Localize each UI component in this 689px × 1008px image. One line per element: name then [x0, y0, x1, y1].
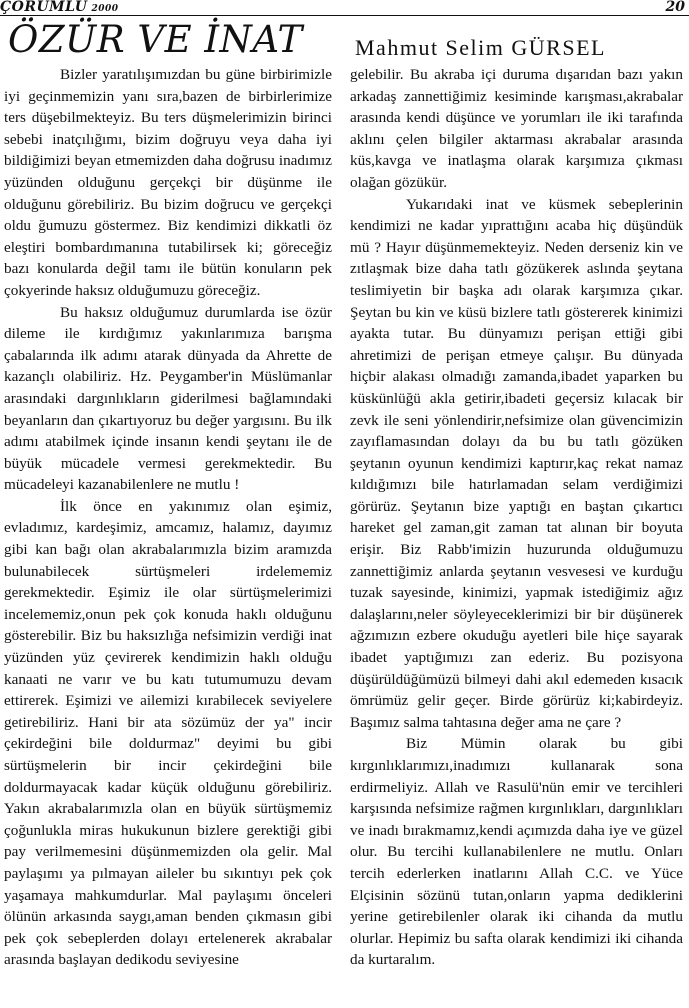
paragraph: İlk önce en yakınımız olan eşimiz, evladımız, kardeşimiz, amcamız, halamız, dayımız gibi kan bağı olan akrabalarımızla bizim aramızda bulunabilecek sürtüşmeleri irdelememiz gerekmektedir. Eşimiz ile olar sürtüşmelerimizi incelememiz,onun pek çok konuda haklı olduğunu gösterebilir. Biz bu haksızlığa nefsimizin verdiği inat yüzünden yüz çevirerek kendimizin haklı olduğu kanaati ne varır ve bu katı tutumumuzu devam ettirerek. Eşimizi ve ailemizi kırabilecek seviyelere getirebiliriz. Hani bir ata sözümüz der ya" incir çekirdeğini bile doldurmaz" deyimi bu gibi sürtüşmelerin bir incir çekirdeğini bile doldurmayacak kadar küçük olduğunu görebiliriz. Yakın akrabalarımızla olan en büyük sürtüşmemiz çoğunlukla miras hukukunun bizlere gerektiği gibi pay verilmemesini düşünmemizden ola gelir. Mal paylaşımı ya pılmayan aileler bu sıkıntıyı pek çok yaşamaya mahkumdurlar. Mal paylaşımı önceleri ölünün arkasında saygı,aman benden çıkmasın gibi pek çok sebeplerden dolayı ertelenerek akrabalar arasında başlayan dedikodu seviyesine	[4, 497, 332, 969]
masthead-title: ÇORUMLU	[0, 0, 88, 15]
left-column	[4, 64, 332, 971]
paragraph: Bu haksız olduğumuz durumlarda ise özür dileme ile kırdığımız yakınlarımıza barışma çabalarında ilk adımı atarak dünyada da Ahrette de kazançlı olabiliriz. Hz. Peygamber'in Müslümanlar arasındaki dargınlıkların giderilmesi bağlamındaki beyanların dan çıkartıyoruz bu değer yargısını. Bu ilk adımı atabilmek içinde insanın kendi şeytanı ile de büyük mücadele vermesi gerekmektedir. Bu mücadeleyi kazanabilenlere ne mutlu !	[4, 303, 332, 494]
masthead	[0, 0, 119, 15]
paragraph: Bizler yaratılışımızdan bu güne birbirimizle iyi geçinmemizin yanı sıra,bazen de birbirlerimize ters düşebilmekteyiz. Bu ters düşmelerimizin birinci sebebi inatçılığımı, bizim doğruyu veya daha iyi bildiğimizi beyan etmemizden daha doğrusu inadımız yüzünden olduğunu gerçekçi bir düşünme ile olduğunu görebiliriz. Bu bizim doğrucu ve gerçekçi oldu ğumuzu göstermez. Biz kendimizi dikkatli öz eleştiri bombardımanına tutabilirsek ki; göreceğiz bazı konularda değil tamı ile bütün konuların pek çokyerinde haksız olduğumuzu göreceğiz.	[4, 66, 332, 299]
paragraph: Yukarıdaki inat ve küsmek sebeplerinin kendimizi ne kadar yıprattığını acaba hiç düşündük mü ? Hayır düşünmemekteyiz. Neden derseniz kin ve zıtlaşmak bize daha tatlı gözükerek aslında şeytana teslimiyetin bir başka adı olarak karşımıza çıkar. Şeytan bu kin ve küsü bizlere tatlı göstererek kinimizi ayakta tutar. Bu dünyamızı perişan ettiği gibi ahretimizi de perişan etmeye çalışır. Bu dünyada hiçbir alakası olmadığı zamanda,ibadet yaparken bu küskünlüğü akla getirir,ibadeti geçersiz kılacak bir zevk ile seni yönlendirir,nefsimize olan güvencimizin zayıflamasından dolayı da bu bu tatlı gözüken şeytanın oyunun kendimizi kaptırır,kaç rekat namaz kıldığımızı bile hatırlamadan selam verdiğimizi görürüz. Şeytanın bize yaptığı en baştan çıkartıcı hareket gel zaman,git zaman tat alınan bir boyuta erişir. Biz Rabb'imizin huzurunda olduğumuzu zannettiğimiz anlarda şeytanın vesvesesi ve kurduğu tuzak sayesinde, kinimizi, yapmak istediğimiz ağız dalaşlarını,neler söyleyeceklerimizi bir bir düşünerek ağzımızın ezbere okuduğu ayetleri bile hiçe sayarak ibadet yaptığımızı zan ederiz. Bu pozisyona düşürüldüğümüzü bilmeyi dahi akıl edemeden kısacık ömrümüz gelir geçer. Birde görürüz ki;kabirdeyiz. Başımız salma tahtasına değer ama ne çare ?	[350, 195, 683, 731]
paragraph: gelebilir. Bu akraba içi duruma dışarıdan bazı yakın arkadaş zannettiğimiz kesiminde karışması,akrabalar arasında kendi düşünce ve yorumları ile iki tarafında aklını çelen bilgiler aktarması akrabalar arasında küs,kavga ve inatlaşma olarak karşımıza çıkması olağan gözükür.	[350, 66, 683, 191]
page-number: 20	[665, 0, 685, 15]
article-author: Mahmut Selim GÜRSEL	[355, 35, 606, 60]
header-divider	[0, 15, 689, 16]
masthead-year: 2000	[91, 4, 119, 14]
paragraph: Biz Mümin olarak bu gibi kırgınlıklarımızı,inadımızı kullanarak sona erdirmeliyiz. Allah ve Rasulü'nün emir ve tercihleri karşısında nefsimize rağmen kırgınlıkları, dargınlıkları ve inadı bırakmamız,kendi açımızda daha iye ve güzel olur. Bu tercihi kullanabilenlere ne mutlu. Onları tercih ederlerken inatlarını Allah C.C. ve Yüce Elçisinin sözünü tutan,onların yapma dediklerini yerine getirebilenler olarak iki cihanda da mutlu olurlar. Hepimiz bu safta olarak kendimizi iki cihanda da kurtaralım.	[350, 735, 683, 969]
page-header	[0, 0, 689, 16]
article-title: ÖZÜR VE İNAT	[8, 18, 303, 61]
right-column	[350, 64, 683, 971]
